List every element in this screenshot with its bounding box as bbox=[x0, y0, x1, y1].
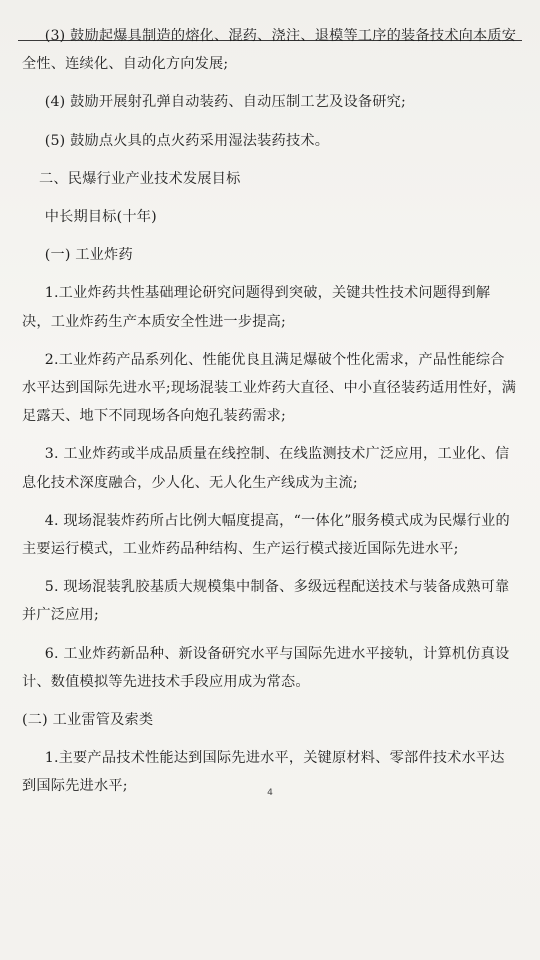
document-body bbox=[22, 22, 518, 801]
goal-item-1: 1.工业炸药共性基础理论研究问题得到突破，关键共性技术问题得到解决，工业炸药生产本质安全性进一步提高; bbox=[22, 285, 491, 330]
goal-item-4: 4. 现场混装炸药所占比例大幅度提高，“一体化”服务模式成为民爆行业的主要运行模式，工业炸药品种结构、生产运行模式接近国际先进水平; bbox=[22, 512, 510, 558]
paragraph-3: (3) 鼓励起爆具制造的熔化、混药、浇注、退模等工序的装备技术向本质安全性、连续化、自动化方向发展; bbox=[22, 28, 517, 73]
paragraph-4: (4) 鼓励开展射孔弹自动装药、自动压制工艺及设备研究; bbox=[44, 94, 407, 111]
subsection-heading-detonators: (二) 工业雷管及索类 bbox=[22, 712, 154, 729]
page-number: 4 bbox=[267, 788, 273, 798]
goal-item-3: 3. 工业炸药或半成品质量在线控制、在线监测技术广泛应用，工业化、信息化技术深度融合，少人化、无人化生产线成为主流; bbox=[22, 446, 510, 491]
detonator-goal-item-1: 1.主要产品技术性能达到国际先进水平，关键原材料、零部件技术水平达到国际先进水平; bbox=[22, 750, 505, 795]
goal-item-5: 5. 现场混装乳胶基质大规模集中制备、多级远程配送技术与装备成熟可靠并广泛应用; bbox=[22, 579, 510, 624]
subheading-long-term-goals: 中长期目标(十年) bbox=[44, 209, 157, 226]
goal-item-2: 2.工业炸药产品系列化、性能优良且满足爆破个性化需求，产品性能综合水平达到国际先进水平;现场混装工业炸药大直径、中小直径装药适用性好，满足露天、地下不同现场各向炮孔装药需求; bbox=[22, 351, 517, 425]
section-heading: 二、民爆行业产业技术发展目标 bbox=[39, 170, 241, 187]
goal-item-6: 6. 工业炸药新品种、新设备研究水平与国际先进水平接轨，计算机仿真设计、数值模拟等先进技术手段应用成为常态。 bbox=[22, 645, 510, 690]
subsection-heading-explosives: (一) 工业炸药 bbox=[44, 247, 133, 264]
paragraph-5: (5) 鼓励点火具的点火药采用湿法装药技术。 bbox=[44, 132, 330, 149]
